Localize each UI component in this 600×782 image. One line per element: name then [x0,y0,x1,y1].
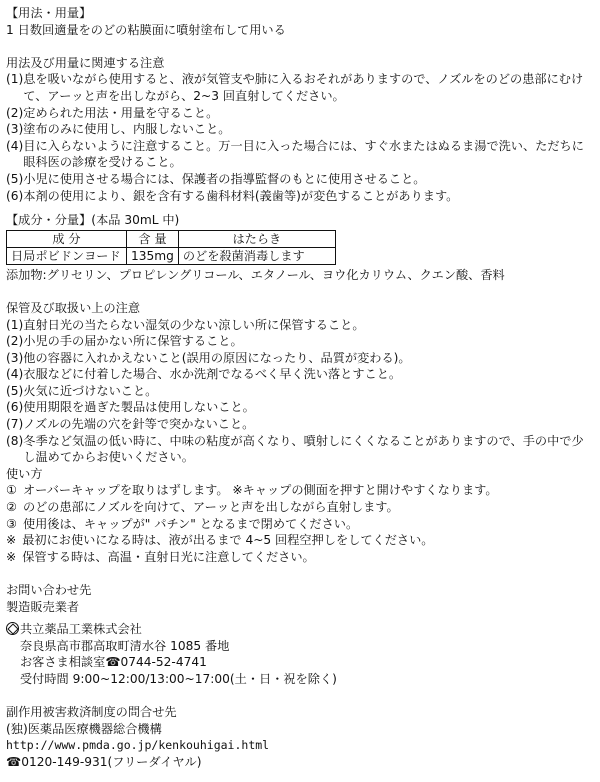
phone-number: 0744-52-4741 [120,655,207,670]
item-marker: (5) [6,171,24,186]
usage-heading: 【用法・用量】 [6,6,92,20]
relief-phone: 0120-149-931(フリーダイヤル) [21,754,202,769]
list-item [6,121,594,138]
item-marker: ① [6,483,17,498]
item-text: 使用後は、キャップが" パチン" となるまで閉めてください。 [22,516,359,531]
item-text: 本剤の使用により、銀を含有する歯科材料(義歯等)が変色することがあります。 [23,188,459,203]
item-marker: (4) [6,138,24,153]
list-item [6,138,594,171]
list-item [6,416,594,433]
list-item [6,532,594,549]
usage-text: 1 日数回適量をのどの粘膜面に噴射塗布して用いる [6,22,286,37]
column-header: はたらき [178,230,335,247]
item-text: 定められた用法・用量を守ること。 [23,105,219,120]
list-item [6,482,594,499]
list-item [6,433,594,466]
item-marker: (5) [6,383,24,398]
item-marker: (3) [6,122,24,137]
item-text: 冬季など気温の低い時に、中味の粘度が高くなり、噴射しにくくなることがありますので、手の中で少し温めてからお使いください。 [23,433,584,465]
directions-list [6,482,594,565]
item-text: 直射日光の当たらない湿気の少ない涼しい所に保管すること。 [23,317,365,332]
item-text: 小児の手の届かない所に保管すること。 [23,334,243,349]
phone-icon: ☎ [105,655,121,670]
item-marker: (6) [6,188,24,203]
item-text: 小児に使用させる場合には、保護者の指導監督のもとに使用させること。 [23,171,426,186]
relief-heading: 副作用被害救済制度の問合せ先 [6,705,177,720]
item-text: オーバーキャップを取りはずします。 ※キャップの側面を押すと開けやすくなります。 [22,483,498,498]
directions-heading: 使い方 [6,466,43,481]
list-item [6,516,594,533]
item-text: のどの患部にノズルを向けて、アーッと声を出しながら直射します。 [22,500,399,515]
list-item [6,333,594,350]
additives-text: 添加物:グリセリン、プロピレングリコール、エタノール、ヨウ化カリウム、クエン酸、香料 [6,267,505,282]
item-text: 目に入らないように注意すること。万一目に入った場合には、すぐ水またはぬるま湯で洗い、ただちに眼科医の診療を受けること。 [23,138,584,170]
company-line [6,621,594,638]
table-cell: 日局ポビドンヨード [7,247,127,264]
list-item [6,499,594,516]
list-item [6,105,594,122]
list-item [6,383,594,400]
item-marker: (6) [6,400,24,415]
item-text: 衣服などに付着した場合、水か洗剤でなるべく早く洗い落とすこと。 [23,367,402,382]
item-text: 塗布のみに使用し、内服しないこと。 [23,122,231,137]
item-marker: ② [6,500,17,515]
reception-hours: 受付時間 9:00~12:00/13:00~17:00(土・日・祝を除く) [20,671,337,686]
contact-sub: 製造販売業者 [6,599,80,614]
phone-label: お客さま相談室 [20,655,106,670]
item-marker: ※ [6,549,17,564]
item-marker: (3) [6,350,24,365]
column-header: 成 分 [7,230,127,247]
relief-org: (独)医薬品医療機器総合機構 [6,721,162,736]
list-item [6,366,594,383]
item-marker: (8) [6,433,24,448]
item-marker: (2) [6,105,24,120]
list-item [6,399,594,416]
item-marker: (4) [6,367,24,382]
ingredients-heading: 【成分・分量】(本品 30mL 中) [6,213,180,228]
phone-line [6,654,594,671]
company-logo-icon [6,622,19,635]
item-marker: (1) [6,317,24,332]
relief-phone-line [6,754,594,771]
item-text: 最初にお使いになる時は、液が出るまで 4~5 回程空押しをしてください。 [22,533,434,548]
list-item [6,350,594,367]
item-text: 火気に近づけないこと。 [23,383,158,398]
phone-icon: ☎ [6,754,22,769]
list-item [6,188,594,205]
precautions-list [6,71,594,204]
item-marker: (1) [6,72,24,87]
item-marker: ※ [6,533,17,548]
column-header: 含 量 [127,230,179,247]
item-marker: (2) [6,334,24,349]
ingredients-table [6,230,336,265]
item-text: 使用期限を過ぎた製品は使用しないこと。 [23,400,255,415]
company-name: 共立薬品工業株式会社 [20,622,142,637]
table-row [7,247,336,264]
company-address: 奈良県高市郡高取町清水谷 1085 番地 [20,638,230,653]
list-item [6,171,594,188]
table-cell: 135mg [127,247,179,264]
item-marker: (7) [6,417,24,432]
table-cell: のどを殺菌消毒します [178,247,335,264]
list-item [6,71,594,104]
item-marker: ③ [6,516,17,531]
storage-list [6,317,594,466]
item-text: 他の容器に入れかえないこと(誤用の原因になったり、品質が変わる)。 [23,350,411,365]
item-text: ノズルの先端の穴を針等で突かないこと。 [23,417,255,432]
list-item [6,317,594,334]
list-item [6,549,594,566]
item-text: 保管する時は、高温・直射日光に注意してください。 [22,549,315,564]
package-insert [6,5,594,771]
contact-heading: お問い合わせ先 [6,583,92,597]
relief-url[interactable]: http://www.pmda.go.jp/kenkouhigai.html [6,738,270,753]
table-header-row [7,230,336,247]
item-text: 息を吸いながら使用すると、液が気管支や肺に入るおそれがありますので、ノズルをのどの患部にむけて、アーッと声を出しながら、2~3 回直射してください。 [23,72,584,103]
storage-heading: 保管及び取扱い上の注意 [6,300,141,315]
precautions-heading: 用法及び用量に関連する注意 [6,55,165,70]
